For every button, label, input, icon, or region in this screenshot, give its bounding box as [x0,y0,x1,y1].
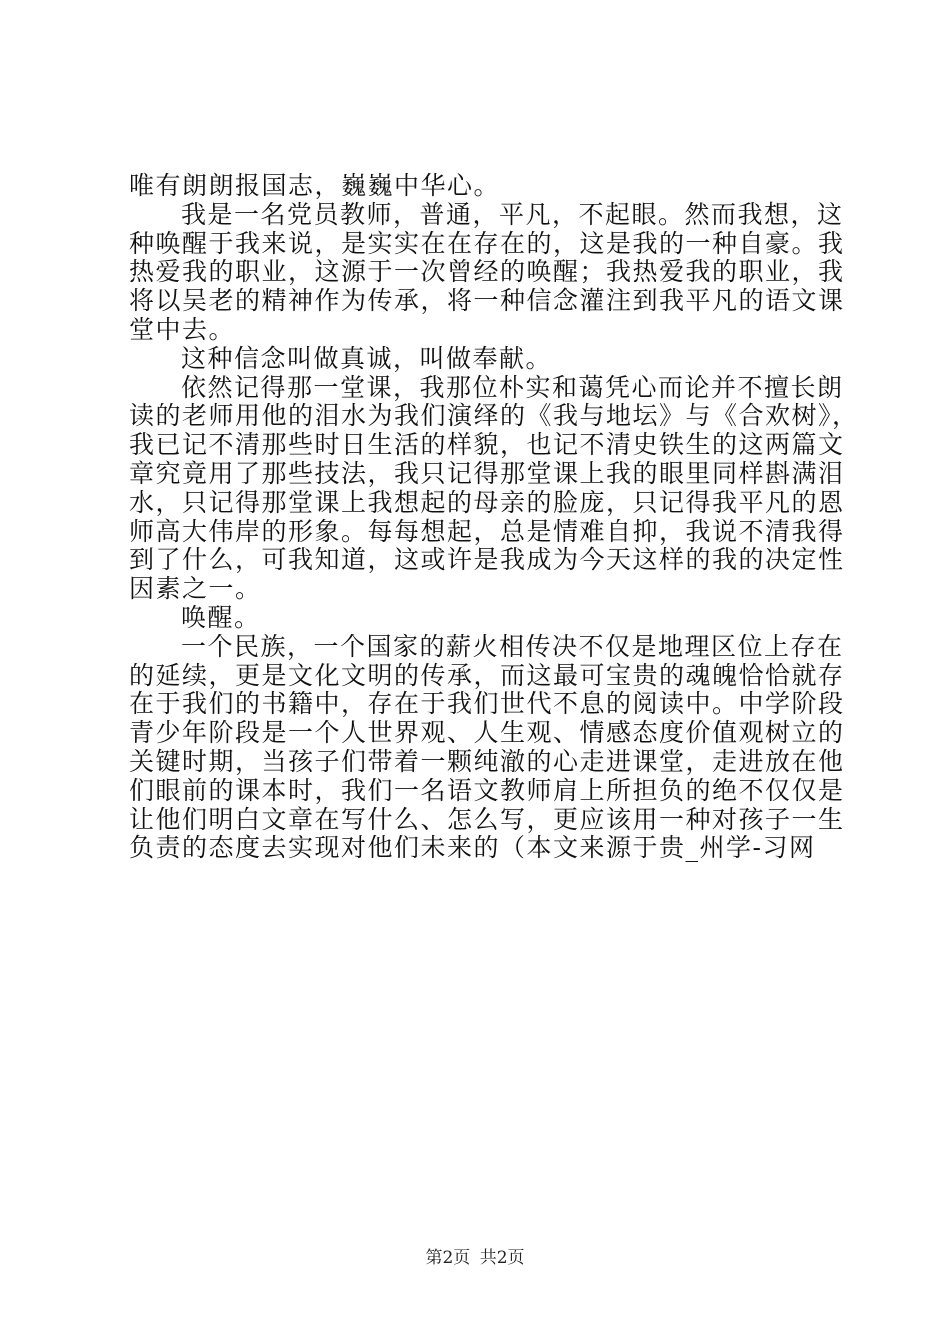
page-footer [0,1243,950,1268]
text-line: 水，只记得那堂课上我想起的母亲的脸庞，只记得我平凡的恩 [129,487,845,517]
paragraph-start-line: 我是一名党员教师，普通，平凡，不起眼。然而我想，这 [181,199,844,229]
text-line: 热爱我的职业，这源于一次曾经的唤醒；我热爱我的职业，我 [129,257,845,287]
page-number: 第2页 [425,1248,471,1268]
text-line: 唯有朗朗报国志，巍巍中华心。 [129,171,501,200]
page-total: 共2页 [479,1248,525,1268]
paragraph-start-line: 这种信念叫做真诚，叫做奉献。 [181,343,553,373]
text-line: 种唤醒于我来说，是实实在在存在的，这是我的一种自豪。我 [129,228,845,258]
text-line: 我已记不清那些时日生活的样貌，也记不清史铁生的这两篇文 [129,430,845,460]
text-line: 青少年阶段是一个人世界观、人生观、情感态度价值观树立的 [129,718,845,748]
text-line: 关键时期，当孩子们带着一颗纯澈的心走进课堂，走进放在他 [129,746,845,776]
text-line: 负责的态度去实现对他们未来的（本文来源于贵_州学-习网 [129,833,816,863]
text-line: 读的老师用他的泪水为我们演绎的《我与地坛》与《合欢树》， [129,401,859,431]
text-line: 堂中去。 [129,314,236,344]
text-line: 让他们明白文章在写什么、怎么写，更应该用一种对孩子一生 [129,804,845,834]
text-line: 到了什么，可我知道，这或许是我成为今天这样的我的决定性 [129,545,845,575]
paragraph-start-line: 一个民族，一个国家的薪火相传决不仅是地理区位上存在 [181,631,844,661]
paragraph-start-line: 依然记得那一堂课，我那位朴实和蔼凭心而论并不擅长朗 [181,372,844,402]
text-line: 的延续，更是文化文明的传承，而这最可宝贵的魂魄恰恰就存 [129,660,845,690]
text-line: 们眼前的课本时，我们一名语文教师肩上所担负的绝不仅仅是 [129,775,845,805]
text-line: 师高大伟岸的形象。每每想起，总是情难自抑，我说不清我得 [129,516,845,546]
text-line: 因素之一。 [129,574,262,604]
text-line: 章究竟用了那些技法，我只记得那堂课上我的眼里同样斟满泪 [129,458,845,488]
text-line: 将以吴老的精神作为传承，将一种信念灌注到我平凡的语文课 [129,286,845,316]
text-line: 在于我们的书籍中，存在于我们世代不息的阅读中。中学阶段 [129,689,845,719]
paragraph-start-line: 唤醒。 [181,602,261,632]
document-body [129,171,859,863]
